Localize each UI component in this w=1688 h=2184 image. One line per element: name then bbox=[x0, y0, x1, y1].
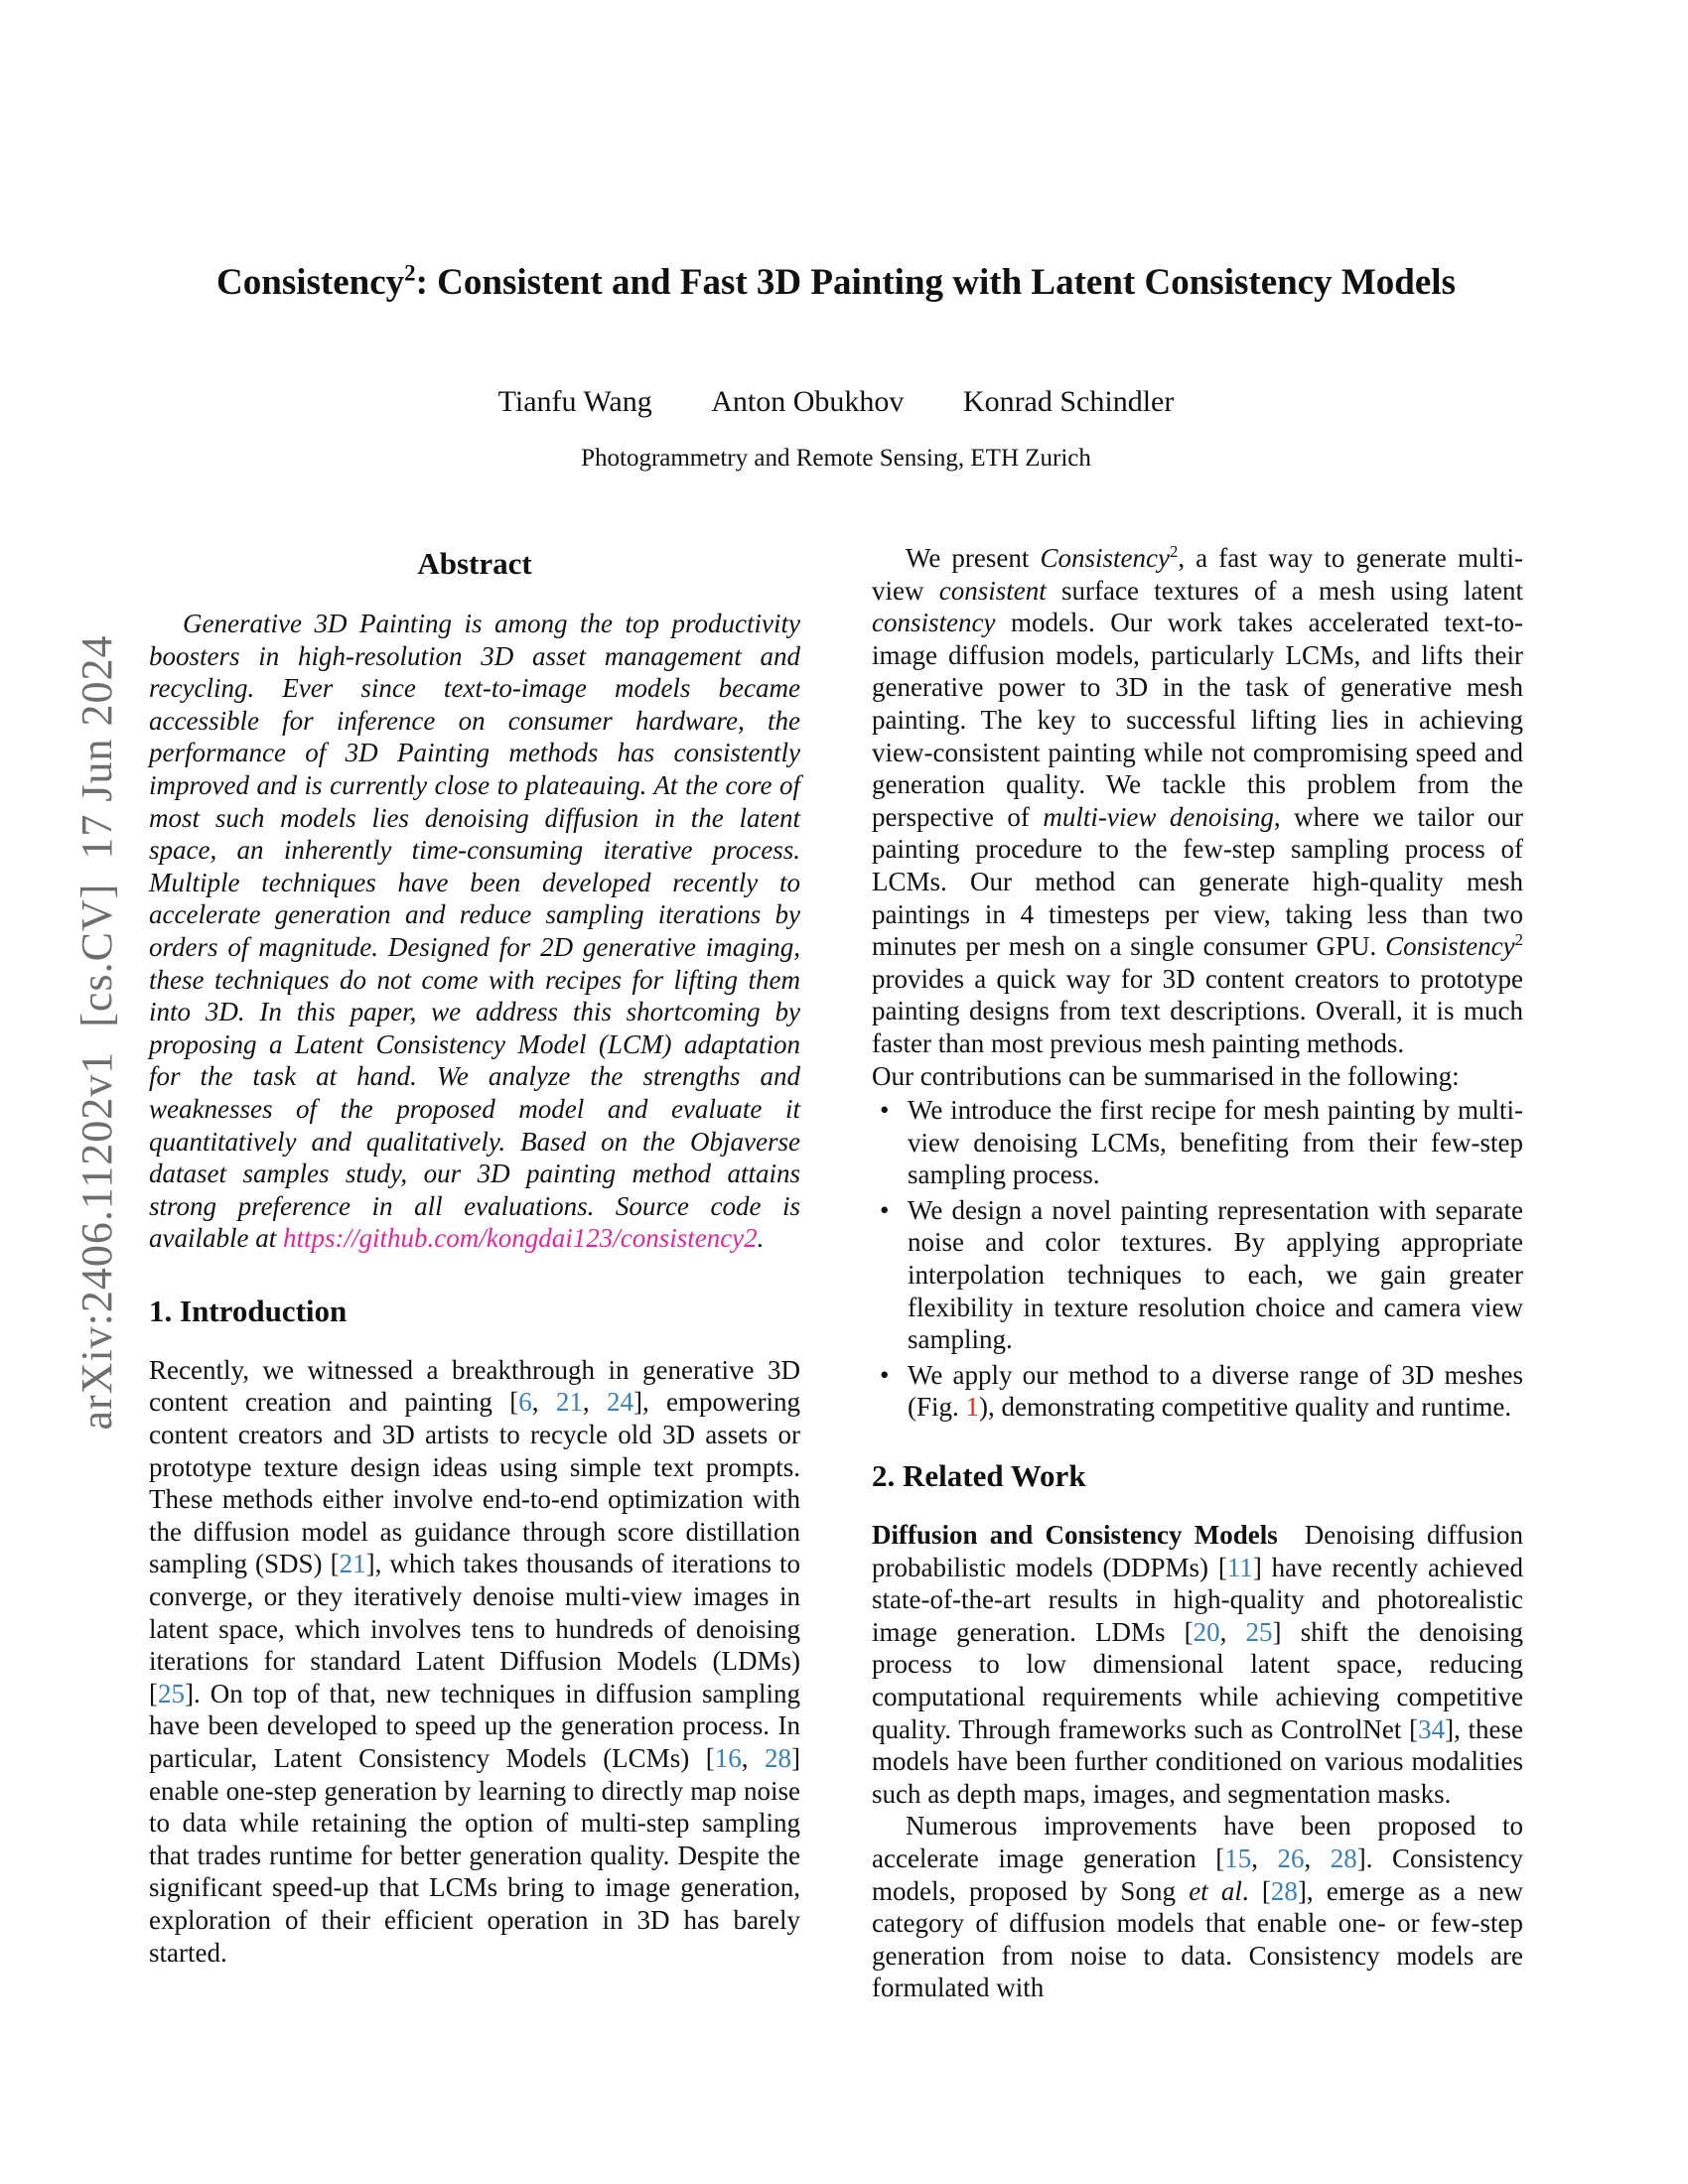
text-segment: 2 bbox=[1169, 542, 1179, 561]
text-segment: ], empowering content creators and 3D artists to recycle old 3D assets or prototype texture design ideas using simple text prompts. These methods either involve end-to-end optimization with the diffusion model as guidance through score distillation sampling (SDS) [ bbox=[149, 1387, 800, 1579]
figure-ref-link[interactable]: 1 bbox=[965, 1392, 980, 1423]
author-name: Anton Obukhov bbox=[711, 385, 905, 418]
text-segment: Consistency bbox=[216, 262, 405, 303]
citation-link[interactable]: 25 bbox=[1245, 1616, 1273, 1647]
contributions-list bbox=[872, 1094, 1523, 1424]
text-segment: ], emerge as a new category of diffusion models that enable one- or few-step generation from noise to data. Consistency models are formulated with bbox=[872, 1875, 1523, 2003]
list-item-text bbox=[908, 1095, 1523, 1189]
list-item-text bbox=[908, 1360, 1523, 1423]
text-segment: , bbox=[582, 1387, 607, 1418]
text-segment: Denoising diffusion probabilistic models (DDPMs) [ bbox=[872, 1520, 1523, 1582]
text-segment: ], which takes thousands of iterations to converge, or they iteratively denoise multi-view images in latent space, which involves tens to hundreds of denoising iterations for standard Latent Diffusion Models (LDMs) [ bbox=[149, 1549, 801, 1708]
list-item bbox=[872, 1194, 1523, 1356]
text-segment: . bbox=[757, 1223, 765, 1254]
citation-link[interactable]: 6 bbox=[518, 1387, 532, 1418]
text-segment: We apply our method to a diverse range of 3D meshes (Fig. bbox=[908, 1359, 1523, 1423]
text-segment: ]. Consistency models, proposed by Song bbox=[872, 1843, 1523, 1906]
text-segment: Numerous improvements have been proposed to accelerate image generation [ bbox=[872, 1811, 1523, 1873]
text-segment: surface textures of a mesh using latent bbox=[1046, 575, 1524, 606]
text-segment: consistent bbox=[938, 575, 1047, 606]
citation-link[interactable]: 25 bbox=[158, 1678, 185, 1708]
author-name: Tianfu Wang bbox=[497, 385, 652, 418]
right-column bbox=[872, 542, 1523, 2004]
text-segment: We introduce the first recipe for mesh painting by multi-view denoising LCMs, benefiting from their few-step sampling process. bbox=[908, 1095, 1523, 1190]
bullet-icon: • bbox=[880, 1194, 890, 1225]
citation-link[interactable]: 28 bbox=[765, 1743, 791, 1773]
citation-link[interactable]: 16 bbox=[714, 1743, 742, 1773]
text-segment: : Consistent and Fast 3D Painting with Latent Consistency Models bbox=[415, 262, 1456, 303]
bullet-icon: • bbox=[880, 1359, 890, 1390]
text-segment: Diffusion and Consistency Models bbox=[872, 1520, 1278, 1551]
section-heading-related-work: 2. Related Work bbox=[872, 1458, 1086, 1494]
text-segment: ] shift the denoising process to low dimensional latent space, reducing computational requirements while achieving competitive quality. Through frameworks such as ControlNet [ bbox=[872, 1616, 1523, 1744]
text-segment: We present bbox=[906, 543, 1041, 573]
paragraph-improvements bbox=[872, 1810, 1523, 2004]
text-segment: , bbox=[1219, 1616, 1246, 1647]
text-segment: et al bbox=[1189, 1875, 1242, 1906]
text-segment: 2 bbox=[404, 260, 416, 286]
citation-link[interactable]: 24 bbox=[606, 1387, 633, 1418]
text-segment: 2 bbox=[1514, 930, 1523, 950]
arxiv-watermark: arXiv:2406.11202v1 [cs.CV] 17 Jun 2024 bbox=[72, 634, 121, 1431]
citation-link[interactable]: 28 bbox=[1270, 1875, 1298, 1906]
text-segment: ] enable one-step generation by learning to directly map noise to data while retaining the option of multi-step sampling that trades runtime for better generation quality. Despite the significant speed-up that LCMs bring to image generation, exploration of their efficient operation in 3D has barely started. bbox=[149, 1743, 800, 1968]
list-item-text bbox=[908, 1195, 1523, 1354]
text-segment: ]. On top of that, new techniques in diffusion sampling have been developed to speed up the generation process. In particular, Latent Consistency Models (LCMs) [ bbox=[149, 1678, 800, 1773]
paragraph-introduction bbox=[149, 1354, 800, 1969]
paragraph-diffusion-consistency bbox=[872, 1519, 1523, 1810]
citation-link[interactable]: 28 bbox=[1330, 1843, 1357, 1873]
paper-title bbox=[149, 260, 1523, 306]
citation-link[interactable]: 21 bbox=[339, 1549, 366, 1579]
section-heading-introduction: 1. Introduction bbox=[149, 1293, 348, 1328]
abstract-text bbox=[149, 608, 800, 1255]
citation-link[interactable]: 26 bbox=[1277, 1843, 1305, 1873]
text-segment: multi-view denoising bbox=[1043, 801, 1274, 832]
text-segment: ] have recently achieved state-of-the-art results in high-quality and photorealistic image generation. LDMs [ bbox=[872, 1552, 1523, 1647]
text-segment: Recently, we witnessed a breakthrough in generative 3D content creation and painting [ bbox=[149, 1354, 800, 1418]
paragraph-we-present bbox=[872, 542, 1523, 1060]
text-segment: , bbox=[741, 1743, 765, 1773]
list-item bbox=[872, 1359, 1523, 1424]
abstract-heading: Abstract bbox=[417, 546, 532, 581]
text-segment: , bbox=[1304, 1843, 1331, 1873]
citation-link[interactable]: 15 bbox=[1224, 1843, 1252, 1873]
text-segment: consistency bbox=[872, 608, 996, 638]
list-item bbox=[872, 1094, 1523, 1191]
url-link[interactable]: https://github.com/kongdai123/consistency2 bbox=[282, 1223, 758, 1254]
author-name: Konrad Schindler bbox=[962, 385, 1175, 418]
text-segment: , a fast way to generate multi-view bbox=[872, 543, 1523, 606]
text-segment: Generative 3D Painting is among the top productivity boosters in high-resolution 3D asset management and recycling. Ever since text-to-image models became accessible for inference on consumer hardware, the performance of 3D Painting methods has consistently improved and is currently close to plateauing. At the core of most such models lies denoising diffusion in the latent space, an inherently time-consuming iterative process. Multiple techniques have been developed recently to accelerate generation and reduce sampling iterations by orders of magnitude. Designed for 2D generative imaging, these techniques do not come with recipes for lifting them into 3D. In this paper, we address this shortcoming by proposing a Latent Consistency Model (LCM) adaptation for the task at hand. We analyze the strengths and weaknesses of the proposed model and evaluate it quantitatively and qualitatively. Based on the Objaverse dataset samples study, our 3D painting method attains strong preference in all evaluations. Source code is available at bbox=[149, 609, 800, 1254]
citation-link[interactable]: 34 bbox=[1418, 1713, 1446, 1744]
text-segment: Consistency bbox=[1040, 543, 1170, 573]
text-segment: ], these models have been further conditioned on various modalities such as depth maps, images, and segmentation masks. bbox=[872, 1713, 1524, 1809]
text-segment: , where we tailor our painting procedure to the few-step sampling process of LCMs. Our method can generate high-quality mesh paintings in 4 timesteps per view, taking less than two minutes per mesh on a single consumer GPU. bbox=[872, 801, 1523, 962]
left-column bbox=[149, 542, 800, 1969]
text-segment: , bbox=[1251, 1843, 1278, 1873]
author-list bbox=[149, 383, 1523, 421]
citation-link[interactable]: 11 bbox=[1226, 1552, 1253, 1582]
text-segment: Consistency bbox=[1385, 931, 1515, 962]
text-segment: , bbox=[531, 1387, 556, 1418]
bullet-icon: • bbox=[880, 1095, 890, 1126]
affiliation: Photogrammetry and Remote Sensing, ETH Zurich bbox=[581, 445, 1091, 472]
text-segment: We design a novel painting representation with separate noise and color textures. By applying appropriate interpolation techniques to each, we gain greater flexibility in texture resolution choice and camera view sampling. bbox=[908, 1194, 1523, 1355]
text-segment: ), demonstrating competitive quality and runtime. bbox=[979, 1392, 1512, 1423]
text-segment: . [ bbox=[1241, 1875, 1271, 1906]
text-segment: provides a quick way for 3D content creators to prototype painting designs from text descriptions. Overall, it is much faster than most previous mesh painting methods. bbox=[872, 963, 1523, 1058]
contributions-intro: Our contributions can be summarised in the following: bbox=[872, 1060, 1460, 1091]
citation-link[interactable]: 21 bbox=[555, 1387, 583, 1418]
text-segment: models. Our work takes accelerated text-to-image diffusion models, particularly LCMs, and lifts their generative power to 3D in the task of generative mesh painting. The key to successful lifting lies in achieving view-consistent painting while not compromising speed and generation quality. We tackle this problem from the perspective of bbox=[872, 608, 1523, 832]
citation-link[interactable]: 20 bbox=[1193, 1616, 1220, 1647]
